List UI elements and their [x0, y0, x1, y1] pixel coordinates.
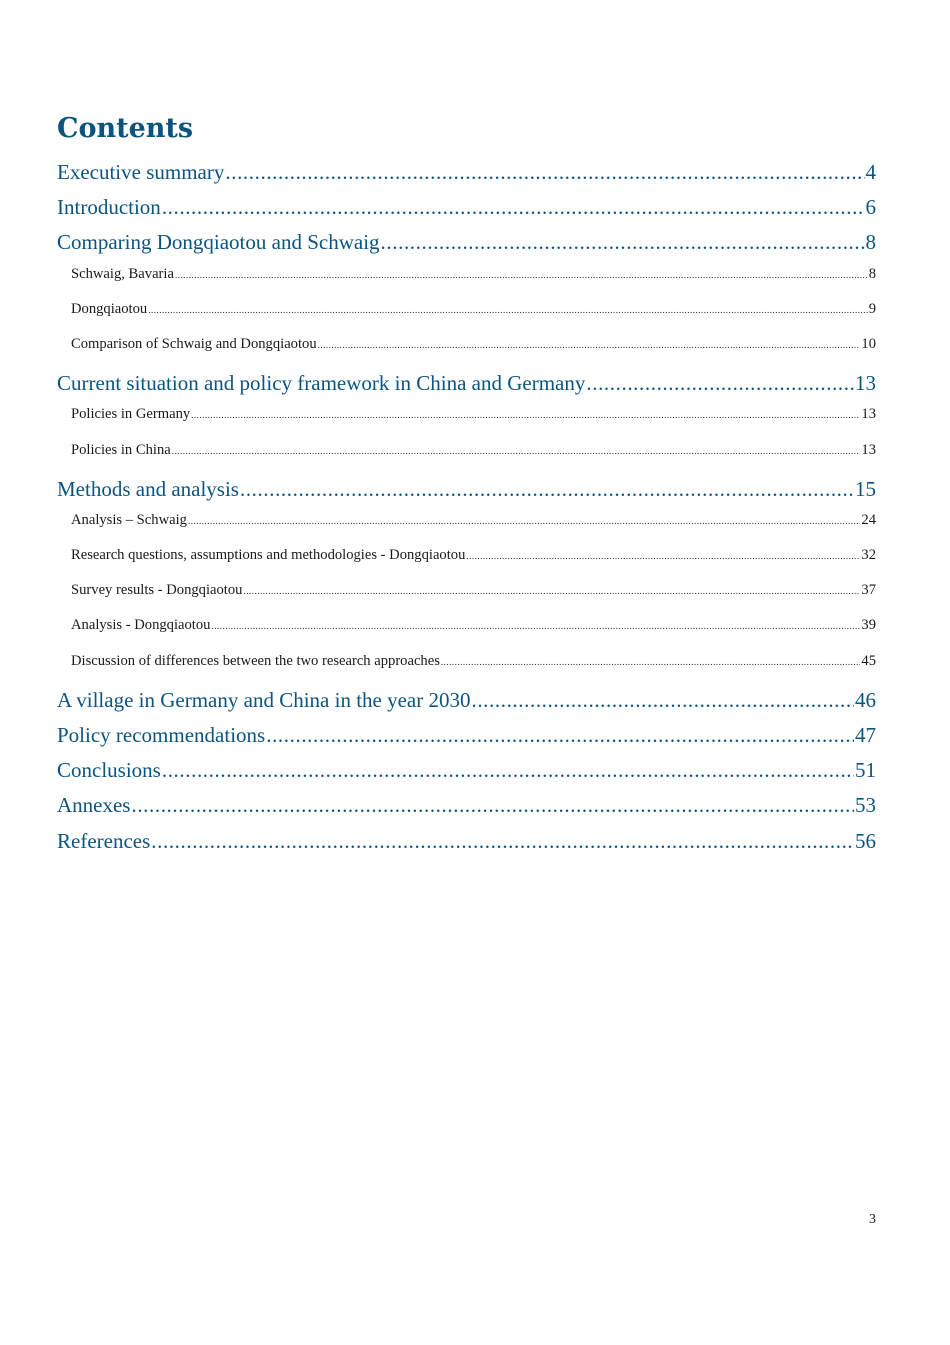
toc-entry-page: 46: [855, 687, 876, 712]
toc-entry-page: 6: [865, 195, 876, 220]
toc-entry-page: 39: [861, 617, 876, 634]
toc-entry-references[interactable]: [57, 829, 876, 864]
toc-entry-title: Policies in China: [71, 441, 171, 458]
toc-entry-title: Analysis - Dongqiaotou: [71, 617, 211, 634]
toc-subentry-policies-germany[interactable]: [57, 406, 876, 441]
page-number: 3: [869, 1212, 876, 1227]
toc-subentry-analysis-schwaig[interactable]: [57, 512, 876, 547]
toc-entry-title: Research questions, assumptions and methodologies - Dongqiaotou: [71, 547, 466, 564]
toc-entry-page: 37: [861, 582, 876, 599]
dot-leader: [225, 160, 864, 185]
toc-entry-title: A village in Germany and China in the year 2030: [57, 687, 471, 712]
toc-entry-title: References: [57, 828, 151, 853]
toc-entry-policy-framework[interactable]: [57, 371, 876, 406]
toc-entry-page: 13: [861, 441, 876, 458]
toc-entry-title: Annexes: [57, 793, 131, 818]
dot-leader: [441, 657, 861, 667]
toc-entry-page: 10: [861, 335, 876, 352]
dot-leader: [188, 516, 860, 526]
toc-entry-title: Schwaig, Bavaria: [71, 265, 174, 282]
toc-entry-page: 56: [855, 828, 876, 853]
toc-entry-page: 13: [855, 371, 876, 396]
toc-entry-title: Current situation and policy framework in China and Germany: [57, 371, 586, 396]
toc-entry-page: 53: [855, 793, 876, 818]
toc-entry-title: Policies in Germany: [71, 406, 191, 423]
toc-entry-page: 13: [861, 406, 876, 423]
toc-entry-introduction[interactable]: [57, 195, 876, 230]
dot-leader: [586, 371, 854, 396]
dot-leader: [151, 829, 854, 854]
toc-subentry-research-questions[interactable]: [57, 547, 876, 582]
toc-entry-comparing[interactable]: [57, 230, 876, 265]
toc-subentry-analysis-dongqiaotou[interactable]: [57, 617, 876, 652]
toc-entry-page: 24: [861, 511, 876, 528]
dot-leader: [191, 410, 860, 420]
toc-subentry-policies-china[interactable]: [57, 442, 876, 477]
toc-entry-title: Methods and analysis: [57, 476, 239, 501]
toc-entry-page: 45: [861, 652, 876, 669]
dot-leader: [131, 793, 854, 818]
toc-entry-title: Dongqiaotou: [71, 300, 148, 317]
toc-entry-village-2030[interactable]: [57, 688, 876, 723]
toc-entry-executive-summary[interactable]: [57, 160, 876, 195]
dot-leader: [148, 305, 867, 315]
dot-leader: [381, 230, 865, 255]
toc-entry-policy-recommendations[interactable]: [57, 723, 876, 758]
dot-leader: [266, 723, 854, 748]
dot-leader: [240, 477, 854, 502]
toc-entry-title: Analysis – Schwaig: [71, 511, 187, 528]
toc-entry-title: Discussion of differences between the two research approaches: [71, 652, 440, 669]
toc-entry-page: 51: [855, 758, 876, 783]
toc-entry-page: 47: [855, 723, 876, 747]
dot-leader: [466, 551, 860, 561]
contents-heading: Contents: [57, 113, 194, 144]
toc-entry-title: Comparison of Schwaig and Dongqiaotou: [71, 335, 317, 352]
dot-leader: [162, 758, 854, 783]
dot-leader: [471, 688, 854, 713]
dot-leader: [211, 621, 860, 631]
toc-subentry-comparison[interactable]: [57, 336, 876, 371]
dot-leader: [318, 340, 861, 350]
toc-entry-title: Conclusions: [57, 758, 161, 783]
toc-entry-page: 9: [868, 300, 876, 317]
toc-entry-title: Survey results - Dongqiaotou: [71, 582, 243, 599]
toc-entry-page: 15: [855, 476, 876, 501]
toc-subentry-survey-results[interactable]: [57, 582, 876, 617]
toc-entry-title: Introduction: [57, 195, 161, 220]
toc-subentry-dongqiaotou[interactable]: [57, 301, 876, 336]
toc-subentry-schwaig-bavaria[interactable]: [57, 266, 876, 301]
toc-entry-title: Comparing Dongqiaotou and Schwaig: [57, 230, 380, 255]
dot-leader: [243, 586, 860, 596]
toc-entry-title: Policy recommendations: [57, 723, 266, 747]
toc-subentry-discussion[interactable]: [57, 653, 876, 688]
toc-entry-page: 4: [865, 160, 876, 184]
dot-leader: [162, 195, 865, 220]
toc-entry-methods[interactable]: [57, 477, 876, 512]
toc-entry-title: Executive summary: [57, 160, 225, 184]
table-of-contents: [57, 160, 876, 864]
toc-entry-conclusions[interactable]: [57, 758, 876, 793]
toc-entry-page: 32: [861, 547, 876, 564]
toc-entry-page: 8: [865, 230, 876, 255]
dot-leader: [175, 270, 868, 280]
toc-entry-annexes[interactable]: [57, 793, 876, 828]
dot-leader: [172, 446, 861, 456]
toc-entry-page: 8: [868, 265, 876, 282]
